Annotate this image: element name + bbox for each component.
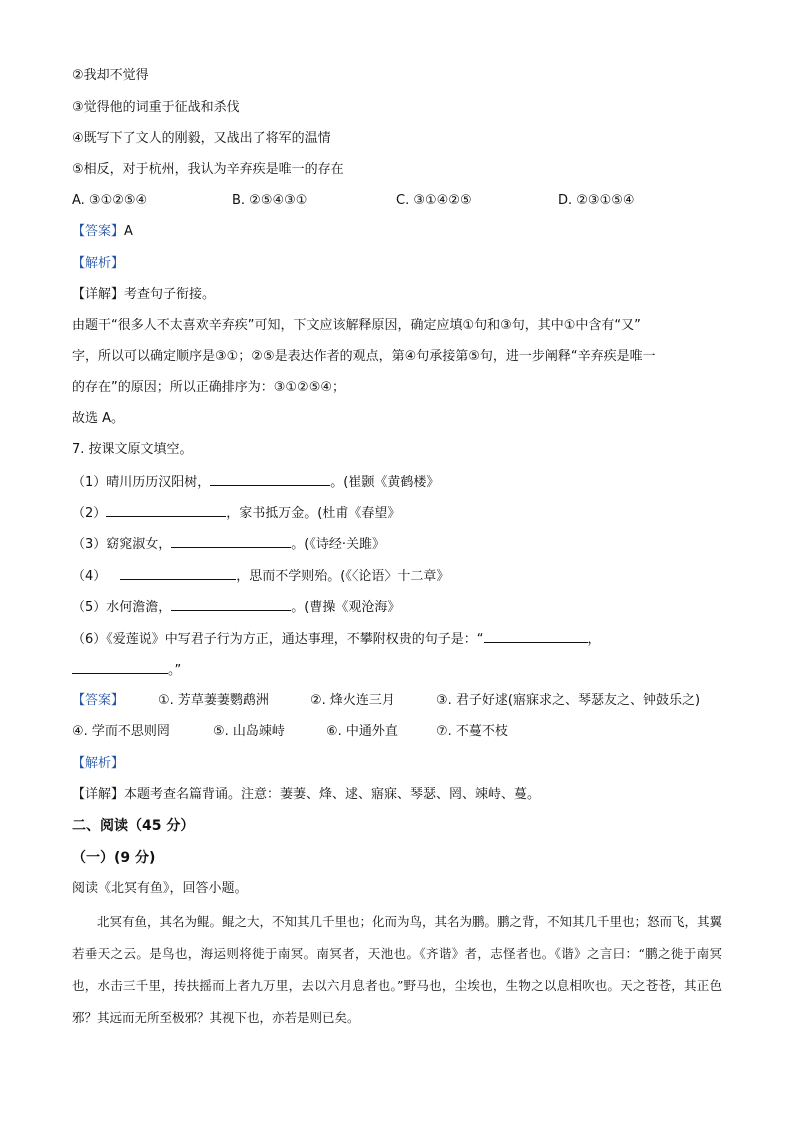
ordering-item-5: ⑤相反，对于杭州，我认为辛弃疾是唯一的存在: [72, 162, 344, 177]
q7-item-4-post: ，思而不学则殆。(《〈论语〉十二章》: [236, 569, 450, 584]
q7-item-6-line-1: [72, 629, 601, 650]
q7-analysis-line: [72, 754, 124, 774]
fill-blank: [210, 472, 330, 486]
ordering-item-4: ④既写下了文人的刚毅，又战出了将军的温情: [72, 131, 331, 146]
fill-blank: [120, 566, 236, 580]
q7-item-6-line-2: [72, 660, 181, 681]
q7-item-5: [72, 597, 400, 618]
fill-blank: [106, 503, 226, 517]
answer-label: 【答案】: [72, 693, 125, 708]
fill-blank: [171, 534, 291, 548]
q7-item-1-pre: （1）晴川历历汉阳树，: [72, 475, 211, 490]
q7-item-6-post: 。”: [168, 663, 182, 678]
q7-item-6-pre: （6）《爱莲说》中写君子行为方正，通达事理，不攀附权贵的句子是：“: [72, 632, 484, 647]
q6-detail-text: 考查句子衔接。: [124, 287, 216, 302]
fill-blank: [484, 629, 588, 643]
q6-analysis-line: [72, 254, 124, 274]
q7-answer-3: ③. 君子好逑(寤寐求之、琴瑟友之、钟鼓乐之): [436, 693, 701, 708]
q6-answer-line: [72, 222, 133, 242]
analysis-label: 【解析】: [72, 256, 125, 271]
q7-detail-text: 本题考查名篇背诵。注意：萋萋、烽、逑、寤寐、琴瑟、罔、竦峙、蔓。: [124, 787, 541, 802]
q7-item-5-post: 。(曹操《观沧海》: [291, 600, 401, 615]
q7-item-3-pre: （3）窈窕淑女，: [72, 537, 172, 552]
excerpt-paragraph: 北冥有鱼，其名为鲲。鲲之大，不知其几千里也；化而为鸟，其名为鹏。鹏之背，不知其几千里也；怒而飞，其翼若垂天之云。是鸟也，海运则将徙于南冥。南冥者，天池也。《齐谐》者，志怪者也。《谐》之言曰：“鹏之徙于南冥也，水击三千里，抟扶摇而上者九万里，去以六月息者也。”野马也，尘埃也，生物之以息相吹也。天之苍苍，其正色邪？其远而无所至极邪？其视下也，亦若是则已矣。: [72, 914, 723, 1025]
q7-item-2: [72, 503, 400, 524]
q7-item-2-pre: （2）: [72, 506, 107, 521]
option-b: B. ②⑤④③①: [232, 193, 308, 208]
q7-item-6-mid: ，: [587, 632, 601, 647]
q6-detail-line: [72, 285, 215, 305]
fill-blank: [72, 660, 168, 674]
detail-label: 【详解】: [72, 287, 125, 302]
q7-answer-7: ⑦. 不蔓不枝: [436, 724, 508, 739]
q7-item-4-pre: （4）: [72, 569, 107, 584]
q6-explanation-line-3: 的存在”的原因；所以正确排序为：③①②⑤④；: [72, 380, 346, 395]
q6-conclusion: 故选 A。: [72, 411, 125, 426]
q7-item-1-post: 。(崔颢《黄鹤楼》: [330, 475, 440, 490]
q7-item-2-post: ，家书抵万金。(杜甫《春望》: [226, 506, 401, 521]
q7-item-3-post: 。(《诗经·关雎》: [291, 537, 385, 552]
q7-answer-6: ⑥. 中通外直: [326, 724, 398, 739]
reading-excerpt: [72, 906, 722, 1034]
q7-detail-line: [72, 785, 540, 805]
ordering-item-2: ②我却不觉得: [72, 68, 149, 83]
option-d: D. ②③①⑤④: [558, 193, 635, 208]
section-title: 二、阅读（45 分）: [72, 818, 195, 834]
reading-instruction: 阅读《北冥有鱼》，回答小题。: [72, 881, 248, 896]
q7-item-4: [72, 566, 449, 587]
q7-answer-5: ⑤. 山岛竦峙: [213, 724, 285, 739]
q7-answer-4: ④. 学而不思则罔: [72, 724, 170, 739]
fill-blank: [171, 597, 291, 611]
q7-item-5-pre: （5）水何澹澹，: [72, 600, 172, 615]
option-c: C. ③①④②⑤: [396, 193, 472, 208]
q7-answer-1: ①. 芳草萋萋鹦鹉洲: [158, 693, 269, 708]
q7-item-3: [72, 534, 385, 555]
analysis-label: 【解析】: [72, 756, 125, 771]
option-a: A. ③①②⑤④: [72, 193, 148, 208]
q6-answer-value: A: [124, 224, 133, 239]
q6-explanation-line-1: 由题干“很多人不太喜欢辛弃疾”可知，下文应该解释原因，确定应填①句和③句，其中①中含有“又”: [72, 318, 641, 333]
section-subtitle: （一）(9 分): [72, 850, 156, 866]
detail-label: 【详解】: [72, 787, 125, 802]
q7-answer-label: [72, 691, 124, 711]
q7-answer-2: ②. 烽火连三月: [310, 693, 395, 708]
q7-title: 7. 按课文原文填空。: [72, 442, 193, 457]
answer-label: 【答案】: [72, 224, 125, 239]
ordering-item-3: ③觉得他的词重于征战和杀伐: [72, 100, 240, 115]
q7-item-1: [72, 472, 439, 493]
q6-explanation-line-2: 字，所以可以确定顺序是③①；②⑤是表达作者的观点，第④句承接第⑤句，进一步阐释“辛弃疾是唯一: [72, 349, 656, 364]
